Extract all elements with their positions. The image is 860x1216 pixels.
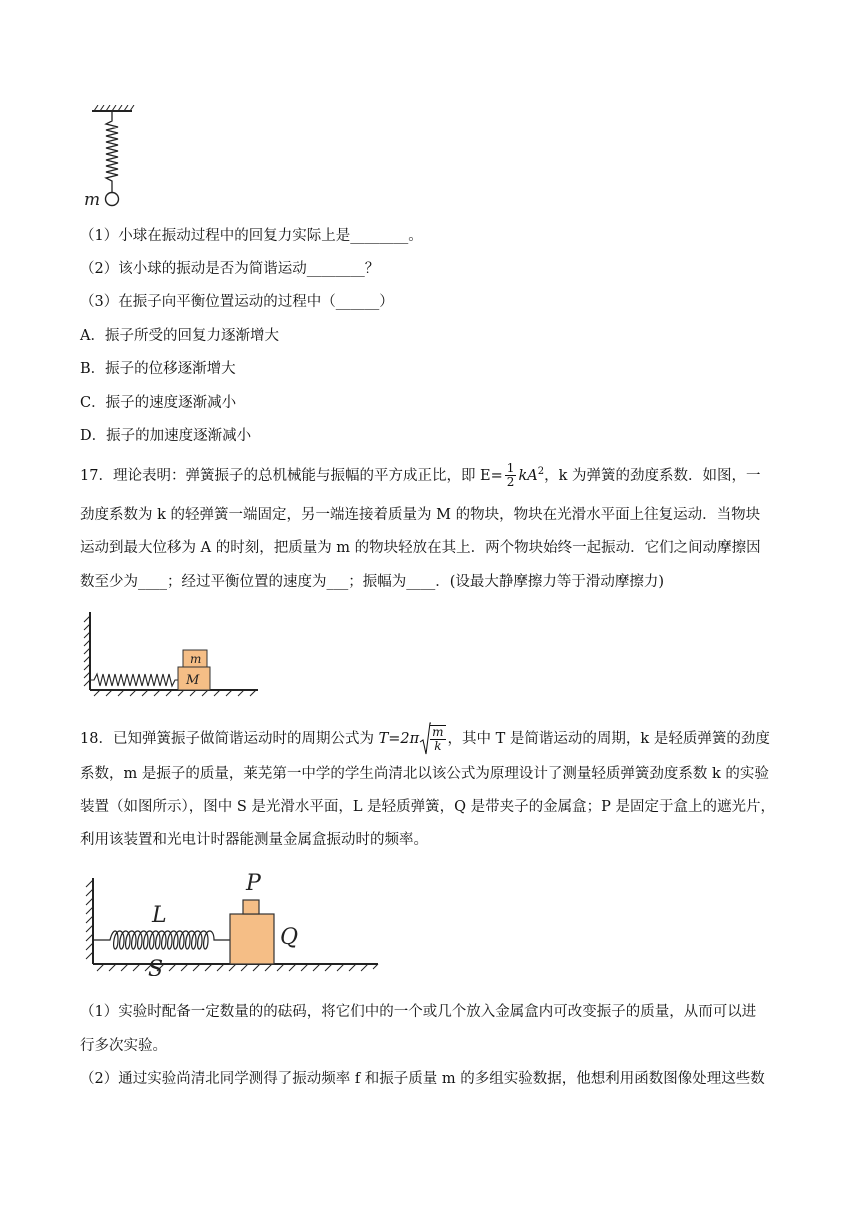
q16-option-c: C．振子的速度逐渐减小 xyxy=(80,395,237,411)
figure-hanging-spring xyxy=(80,105,150,215)
q17-frac-den: 2 xyxy=(506,475,515,490)
q17-line-1 xyxy=(80,462,760,489)
fig3-label-P: P xyxy=(246,871,261,896)
q17-line-2: 劲度系数为 k 的轻弹簧一端固定，另一端连接着质量为 M 的物块，物块在光滑水平面上往复运动．当物块 xyxy=(80,507,761,523)
q17-text-a: 17．理论表明：弹簧振子的总机械能与振幅的平方成正比，即 E= xyxy=(80,467,503,484)
q16-sub3: （3）在振子向平衡位置运动的过程中（______） xyxy=(80,294,394,310)
q18-line-4: 利用该装置和光电计时器能测量金属盒振动时的频率。 xyxy=(80,832,428,848)
fig3-label-Q: Q xyxy=(280,925,299,950)
q18-frac-num: m xyxy=(432,725,444,739)
q18-text-a: 18．已知弹簧振子做简谐运动时的周期公式为 xyxy=(80,731,379,747)
q18-line-2: 系数，m 是振子的质量，莱芜第一中学的学生尚清北以该公式为原理设计了测量轻质弹簧劲度系数 k 的实验 xyxy=(80,766,769,782)
q18-fraction xyxy=(430,725,445,753)
q18-sub2-line: （2）通过实验尚清北同学测得了振动频率 f 和振子质量 m 的多组实验数据，他想利用函数图像处理这些数 xyxy=(80,1071,765,1087)
q17-line-3: 运动到最大位移为 A 的时刻，把质量为 m 的物块轻放在其上．两个物块始终一起振动．它们之间动摩擦因 xyxy=(80,540,761,556)
q17-text-b: ，k 为弹簧的劲度系数．如图，一 xyxy=(544,467,761,484)
q16-option-d: D．振子的加速度逐渐减小 xyxy=(80,428,252,444)
q16-sub1: （1）小球在振动过程中的回复力实际上是________。 xyxy=(80,228,423,244)
q18-frac-den: k xyxy=(434,739,442,753)
q16-option-a: A．振子所受的回复力逐渐增大 xyxy=(80,328,279,344)
q18-line-1 xyxy=(80,722,770,756)
q18-line-3: 装置（如图所示），图中 S 是光滑水平面，L 是轻质弹簧，Q 是带夹子的金属盒；P 是固定于盒上的遮光片， xyxy=(80,799,775,815)
q18-sqrt xyxy=(419,722,447,756)
q17-formula: kA xyxy=(518,467,538,484)
q17-superscript: 2 xyxy=(537,466,545,477)
q18-sub1-line-a: （1）实验时配备一定数量的的砝码，将它们中的一个或几个放入金属盒内可改变振子的质量，从而可以进 xyxy=(80,1004,757,1020)
fig2-label-big-M: M xyxy=(186,673,200,688)
q17-line-4: 数至少为____；经过平衡位置的速度为___；振幅为____．(设最大静摩擦力等于滑动摩擦力) xyxy=(80,574,665,590)
fig3-label-S: S xyxy=(148,957,164,976)
q18-formula: T=2π xyxy=(378,731,420,747)
fig1-label-m: m xyxy=(84,190,101,210)
q17-fraction xyxy=(505,462,517,489)
figure-spring-box-apparatus xyxy=(80,866,390,976)
q17-frac-num: 1 xyxy=(506,461,515,476)
q16-option-b: B．振子的位移逐渐增大 xyxy=(80,361,236,377)
figure-stacked-blocks xyxy=(80,612,270,698)
q18-text-b: ，其中 T 是简谐运动的周期，k 是轻质弹簧的劲度 xyxy=(447,731,770,747)
q16-sub2: （2）该小球的振动是否为简谐运动________？ xyxy=(80,261,380,277)
q18-sub1-line-b: 行多次实验。 xyxy=(80,1038,167,1054)
fig2-label-small-m: m xyxy=(190,652,202,666)
fig3-label-L: L xyxy=(152,903,167,928)
